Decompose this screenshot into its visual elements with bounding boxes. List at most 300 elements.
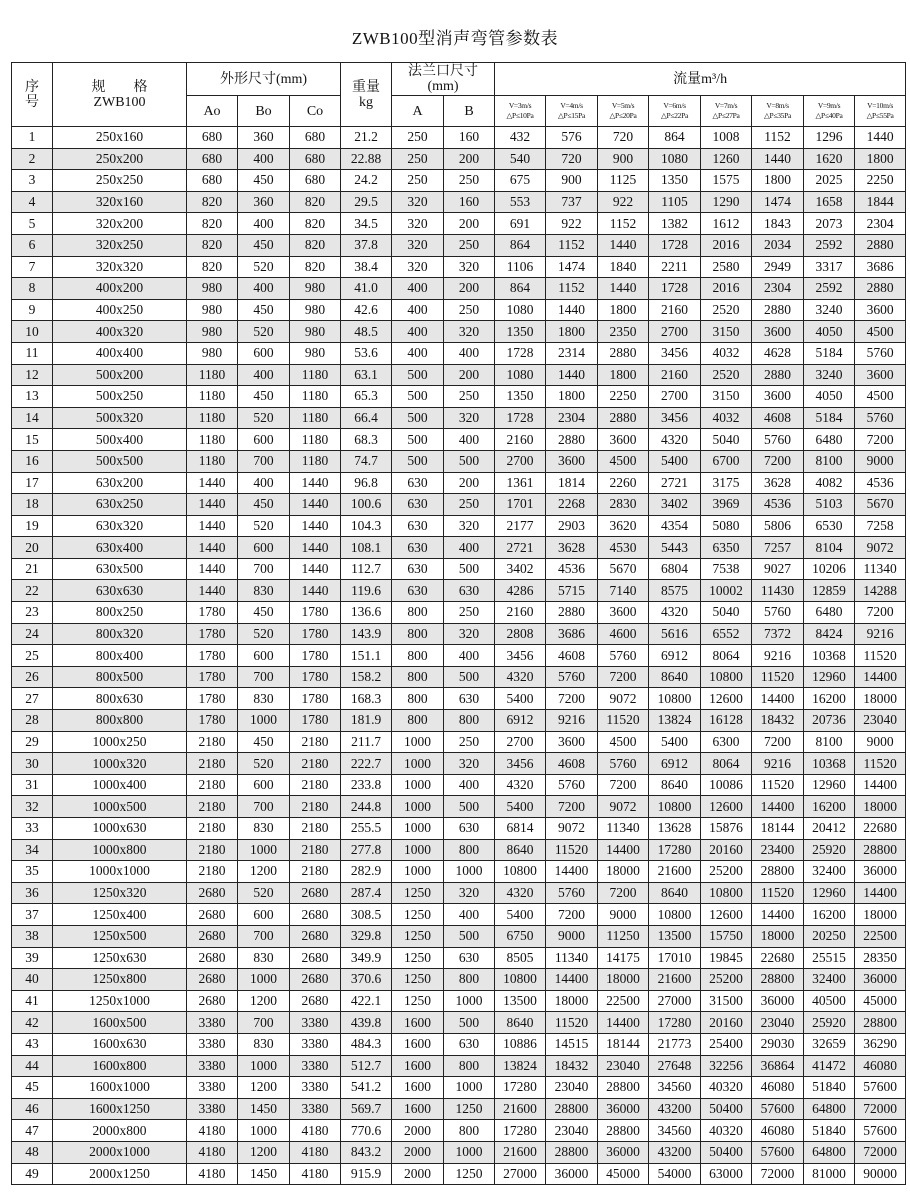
cell-weight: 158.2 — [341, 666, 392, 688]
cell-flow-10: 11520 — [855, 645, 906, 667]
cell-flow-4: 4608 — [546, 645, 598, 667]
cell-flow-5: 7200 — [598, 882, 649, 904]
cell-spec: 500x500 — [53, 450, 187, 472]
cell-co: 1180 — [290, 407, 341, 429]
header-flow-col — [752, 96, 804, 127]
cell-flow-7: 3150 — [701, 321, 752, 343]
cell-flow-10: 36000 — [855, 969, 906, 991]
cell-flow-9: 16200 — [804, 688, 855, 710]
cell-flow-3: 1361 — [495, 472, 546, 494]
cell-flow-5: 9072 — [598, 688, 649, 710]
cell-co: 980 — [290, 299, 341, 321]
table-row — [12, 774, 906, 796]
cell-index: 46 — [12, 1098, 53, 1120]
cell-a: 500 — [392, 407, 444, 429]
table-row — [12, 1055, 906, 1077]
cell-flow-3: 10886 — [495, 1033, 546, 1055]
cell-b: 800 — [444, 839, 495, 861]
cell-flow-8: 1800 — [752, 170, 804, 192]
cell-flow-4: 2304 — [546, 407, 598, 429]
cell-flow-9: 20412 — [804, 818, 855, 840]
cell-bo: 450 — [238, 731, 290, 753]
cell-b: 1250 — [444, 1098, 495, 1120]
table-row — [12, 191, 906, 213]
table-row — [12, 170, 906, 192]
table-row — [12, 472, 906, 494]
cell-flow-5: 23040 — [598, 1055, 649, 1077]
cell-flow-5: 5760 — [598, 645, 649, 667]
cell-flow-6: 1080 — [649, 148, 701, 170]
cell-weight: 329.8 — [341, 925, 392, 947]
cell-flow-3: 10800 — [495, 861, 546, 883]
cell-weight: 244.8 — [341, 796, 392, 818]
cell-flow-10: 18000 — [855, 904, 906, 926]
cell-weight: 37.8 — [341, 234, 392, 256]
table-row — [12, 1012, 906, 1034]
cell-spec: 630x320 — [53, 515, 187, 537]
cell-b: 250 — [444, 234, 495, 256]
table-row — [12, 861, 906, 883]
table-row — [12, 947, 906, 969]
cell-flow-10: 36000 — [855, 861, 906, 883]
cell-flow-9: 41472 — [804, 1055, 855, 1077]
cell-flow-4: 3686 — [546, 623, 598, 645]
cell-flow-4: 14400 — [546, 969, 598, 991]
cell-flow-5: 2350 — [598, 321, 649, 343]
cell-flow-3: 1350 — [495, 386, 546, 408]
cell-flow-6: 10800 — [649, 904, 701, 926]
table-row — [12, 1077, 906, 1099]
cell-a: 630 — [392, 558, 444, 580]
cell-flow-9: 16200 — [804, 904, 855, 926]
cell-flow-10: 7200 — [855, 602, 906, 624]
cell-co: 680 — [290, 170, 341, 192]
cell-weight: 181.9 — [341, 710, 392, 732]
cell-b: 320 — [444, 882, 495, 904]
cell-index: 35 — [12, 861, 53, 883]
cell-flow-5: 11340 — [598, 818, 649, 840]
cell-ao: 1440 — [187, 515, 238, 537]
cell-ao: 2180 — [187, 861, 238, 883]
cell-b: 400 — [444, 537, 495, 559]
cell-flow-9: 2592 — [804, 234, 855, 256]
cell-flow-9: 32400 — [804, 861, 855, 883]
cell-ao: 820 — [187, 213, 238, 235]
cell-flow-6: 2211 — [649, 256, 701, 278]
cell-flow-3: 432 — [495, 127, 546, 149]
cell-flow-10: 23040 — [855, 710, 906, 732]
cell-weight: 484.3 — [341, 1033, 392, 1055]
cell-flow-6: 27000 — [649, 990, 701, 1012]
cell-bo: 1450 — [238, 1163, 290, 1185]
cell-flow-7: 2580 — [701, 256, 752, 278]
cell-flow-4: 1440 — [546, 364, 598, 386]
cell-flow-10: 22500 — [855, 925, 906, 947]
cell-weight: 422.1 — [341, 990, 392, 1012]
cell-b: 250 — [444, 731, 495, 753]
cell-spec: 250x200 — [53, 148, 187, 170]
cell-flow-8: 9216 — [752, 645, 804, 667]
cell-flow-6: 6912 — [649, 645, 701, 667]
table-row — [12, 904, 906, 926]
cell-flow-7: 8064 — [701, 753, 752, 775]
cell-flow-5: 4600 — [598, 623, 649, 645]
table-row — [12, 234, 906, 256]
cell-spec: 250x160 — [53, 127, 187, 149]
cell-weight: 168.3 — [341, 688, 392, 710]
cell-spec: 320x250 — [53, 234, 187, 256]
cell-flow-5: 1125 — [598, 170, 649, 192]
cell-flow-10: 1440 — [855, 127, 906, 149]
cell-spec: 320x160 — [53, 191, 187, 213]
cell-co: 2180 — [290, 753, 341, 775]
cell-spec: 800x630 — [53, 688, 187, 710]
cell-flow-8: 2880 — [752, 364, 804, 386]
cell-flow-10: 1844 — [855, 191, 906, 213]
cell-flow-8: 4536 — [752, 494, 804, 516]
header-flow-pressure: △P≤35Pa — [764, 111, 792, 120]
cell-ao: 1440 — [187, 558, 238, 580]
cell-bo: 400 — [238, 213, 290, 235]
cell-a: 500 — [392, 429, 444, 451]
cell-bo: 450 — [238, 299, 290, 321]
cell-flow-8: 28800 — [752, 969, 804, 991]
cell-flow-8: 18432 — [752, 710, 804, 732]
cell-weight: 34.5 — [341, 213, 392, 235]
cell-index: 29 — [12, 731, 53, 753]
cell-bo: 1200 — [238, 1141, 290, 1163]
cell-co: 1780 — [290, 602, 341, 624]
cell-flow-3: 10800 — [495, 969, 546, 991]
cell-spec: 320x200 — [53, 213, 187, 235]
table-row — [12, 256, 906, 278]
cell-flow-4: 18000 — [546, 990, 598, 1012]
cell-a: 500 — [392, 386, 444, 408]
cell-index: 1 — [12, 127, 53, 149]
cell-weight: 66.4 — [341, 407, 392, 429]
cell-bo: 360 — [238, 127, 290, 149]
cell-index: 30 — [12, 753, 53, 775]
cell-flow-8: 36000 — [752, 990, 804, 1012]
cell-flow-4: 14400 — [546, 861, 598, 883]
cell-flow-9: 3240 — [804, 299, 855, 321]
cell-flow-6: 10800 — [649, 688, 701, 710]
cell-spec: 1000x400 — [53, 774, 187, 796]
cell-flow-9: 25515 — [804, 947, 855, 969]
cell-co: 1780 — [290, 623, 341, 645]
cell-co: 980 — [290, 278, 341, 300]
cell-weight: 222.7 — [341, 753, 392, 775]
header-flow-velocity: V=4m/s — [560, 101, 583, 110]
cell-flow-4: 5715 — [546, 580, 598, 602]
cell-index: 48 — [12, 1141, 53, 1163]
cell-weight: 569.7 — [341, 1098, 392, 1120]
header-flow-col — [546, 96, 598, 127]
cell-ao: 680 — [187, 148, 238, 170]
cell-index: 34 — [12, 839, 53, 861]
cell-b: 250 — [444, 299, 495, 321]
cell-index: 42 — [12, 1012, 53, 1034]
cell-flow-10: 4500 — [855, 386, 906, 408]
cell-spec: 1250x1000 — [53, 990, 187, 1012]
cell-flow-8: 2034 — [752, 234, 804, 256]
cell-index: 8 — [12, 278, 53, 300]
cell-flow-6: 5400 — [649, 731, 701, 753]
cell-a: 500 — [392, 364, 444, 386]
cell-index: 25 — [12, 645, 53, 667]
cell-flow-8: 5760 — [752, 429, 804, 451]
cell-a: 630 — [392, 537, 444, 559]
cell-bo: 520 — [238, 882, 290, 904]
cell-flow-10: 18000 — [855, 796, 906, 818]
cell-flow-6: 1350 — [649, 170, 701, 192]
cell-flow-8: 57600 — [752, 1141, 804, 1163]
cell-flow-3: 2160 — [495, 429, 546, 451]
cell-flow-3: 5400 — [495, 688, 546, 710]
cell-flow-8: 1152 — [752, 127, 804, 149]
cell-a: 320 — [392, 191, 444, 213]
cell-flow-8: 57600 — [752, 1098, 804, 1120]
cell-co: 1440 — [290, 580, 341, 602]
cell-spec: 800x500 — [53, 666, 187, 688]
cell-flow-6: 2700 — [649, 321, 701, 343]
cell-flow-6: 6804 — [649, 558, 701, 580]
cell-ao: 3380 — [187, 1033, 238, 1055]
cell-a: 1600 — [392, 1077, 444, 1099]
cell-flow-4: 1440 — [546, 299, 598, 321]
cell-spec: 630x400 — [53, 537, 187, 559]
cell-bo: 520 — [238, 515, 290, 537]
cell-flow-4: 9000 — [546, 925, 598, 947]
cell-co: 2180 — [290, 731, 341, 753]
cell-flow-10: 72000 — [855, 1141, 906, 1163]
header-ao: Ao — [187, 96, 238, 127]
table-row — [12, 731, 906, 753]
cell-flow-6: 864 — [649, 127, 701, 149]
cell-flow-8: 3600 — [752, 321, 804, 343]
cell-spec: 1000x800 — [53, 839, 187, 861]
cell-co: 2680 — [290, 947, 341, 969]
cell-flow-5: 3600 — [598, 429, 649, 451]
cell-flow-10: 57600 — [855, 1120, 906, 1142]
cell-co: 2680 — [290, 969, 341, 991]
cell-flow-8: 3600 — [752, 386, 804, 408]
cell-flow-6: 13500 — [649, 925, 701, 947]
header-flange: 法兰口尺寸 (mm) — [392, 63, 495, 96]
cell-bo: 1200 — [238, 861, 290, 883]
cell-weight: 136.6 — [341, 602, 392, 624]
cell-b: 320 — [444, 407, 495, 429]
cell-flow-7: 4032 — [701, 342, 752, 364]
cell-flow-6: 8640 — [649, 882, 701, 904]
cell-flow-9: 10368 — [804, 753, 855, 775]
cell-ao: 2180 — [187, 796, 238, 818]
cell-spec: 800x250 — [53, 602, 187, 624]
header-flow-velocity: V=3m/s — [508, 101, 532, 110]
cell-bo: 600 — [238, 342, 290, 364]
cell-flow-7: 6700 — [701, 450, 752, 472]
cell-co: 2180 — [290, 818, 341, 840]
cell-b: 1000 — [444, 990, 495, 1012]
cell-b: 400 — [444, 342, 495, 364]
cell-flow-7: 1290 — [701, 191, 752, 213]
cell-a: 1000 — [392, 796, 444, 818]
cell-flow-4: 28800 — [546, 1141, 598, 1163]
cell-flow-3: 2700 — [495, 450, 546, 472]
cell-a: 1000 — [392, 861, 444, 883]
cell-flow-3: 1106 — [495, 256, 546, 278]
cell-weight: 151.1 — [341, 645, 392, 667]
cell-spec: 800x320 — [53, 623, 187, 645]
cell-flow-10: 2304 — [855, 213, 906, 235]
cell-index: 27 — [12, 688, 53, 710]
table-row — [12, 450, 906, 472]
cell-weight: 29.5 — [341, 191, 392, 213]
cell-b: 400 — [444, 774, 495, 796]
cell-flow-4: 23040 — [546, 1120, 598, 1142]
cell-flow-3: 3402 — [495, 558, 546, 580]
cell-flow-4: 1800 — [546, 321, 598, 343]
cell-flow-8: 14400 — [752, 904, 804, 926]
cell-flow-6: 1728 — [649, 278, 701, 300]
cell-flow-9: 64800 — [804, 1098, 855, 1120]
cell-flow-8: 23400 — [752, 839, 804, 861]
cell-flow-4: 1474 — [546, 256, 598, 278]
cell-flow-7: 25200 — [701, 969, 752, 991]
cell-co: 2680 — [290, 882, 341, 904]
cell-b: 250 — [444, 170, 495, 192]
cell-flow-9: 16200 — [804, 796, 855, 818]
cell-flow-7: 10800 — [701, 882, 752, 904]
cell-flow-6: 1728 — [649, 234, 701, 256]
cell-bo: 520 — [238, 321, 290, 343]
cell-flow-8: 28800 — [752, 861, 804, 883]
cell-bo: 1000 — [238, 839, 290, 861]
table-row — [12, 710, 906, 732]
cell-flow-7: 5080 — [701, 515, 752, 537]
cell-b: 500 — [444, 925, 495, 947]
cell-flow-7: 12600 — [701, 904, 752, 926]
cell-bo: 520 — [238, 753, 290, 775]
cell-flow-7: 25400 — [701, 1033, 752, 1055]
cell-spec: 1000x320 — [53, 753, 187, 775]
header-flow-pressure: △P≤20Pa — [609, 111, 637, 120]
cell-a: 320 — [392, 256, 444, 278]
cell-flow-5: 2880 — [598, 407, 649, 429]
cell-a: 320 — [392, 234, 444, 256]
cell-flow-7: 5040 — [701, 602, 752, 624]
cell-flow-7: 3175 — [701, 472, 752, 494]
cell-weight: 108.1 — [341, 537, 392, 559]
cell-a: 1000 — [392, 774, 444, 796]
cell-ao: 2180 — [187, 731, 238, 753]
cell-flow-3: 4320 — [495, 666, 546, 688]
header-outer-size: 外形尺寸(mm) — [187, 63, 341, 96]
cell-flow-4: 900 — [546, 170, 598, 192]
cell-flow-7: 20160 — [701, 1012, 752, 1034]
cell-weight: 770.6 — [341, 1120, 392, 1142]
table-row — [12, 407, 906, 429]
cell-flow-4: 2314 — [546, 342, 598, 364]
cell-flow-3: 5400 — [495, 796, 546, 818]
cell-b: 800 — [444, 1120, 495, 1142]
table-row — [12, 1033, 906, 1055]
cell-a: 2000 — [392, 1120, 444, 1142]
table-row — [12, 342, 906, 364]
cell-flow-7: 3150 — [701, 386, 752, 408]
cell-b: 630 — [444, 1033, 495, 1055]
cell-a: 1600 — [392, 1012, 444, 1034]
cell-ao: 2180 — [187, 818, 238, 840]
cell-b: 500 — [444, 666, 495, 688]
cell-co: 1780 — [290, 645, 341, 667]
cell-flow-3: 6912 — [495, 710, 546, 732]
cell-a: 1600 — [392, 1055, 444, 1077]
cell-flow-10: 72000 — [855, 1098, 906, 1120]
cell-b: 630 — [444, 818, 495, 840]
cell-index: 7 — [12, 256, 53, 278]
cell-a: 630 — [392, 515, 444, 537]
cell-flow-7: 32256 — [701, 1055, 752, 1077]
cell-flow-3: 1080 — [495, 364, 546, 386]
cell-weight: 22.88 — [341, 148, 392, 170]
table-row — [12, 1141, 906, 1163]
cell-flow-9: 3240 — [804, 364, 855, 386]
cell-weight: 24.2 — [341, 170, 392, 192]
cell-flow-8: 11520 — [752, 774, 804, 796]
cell-flow-5: 3620 — [598, 515, 649, 537]
cell-index: 11 — [12, 342, 53, 364]
cell-index: 45 — [12, 1077, 53, 1099]
cell-flow-3: 4320 — [495, 774, 546, 796]
cell-flow-7: 1008 — [701, 127, 752, 149]
cell-flow-6: 3456 — [649, 342, 701, 364]
cell-flow-5: 900 — [598, 148, 649, 170]
cell-flow-3: 27000 — [495, 1163, 546, 1185]
cell-flow-9: 6480 — [804, 429, 855, 451]
cell-bo: 700 — [238, 796, 290, 818]
cell-index: 40 — [12, 969, 53, 991]
table-row — [12, 494, 906, 516]
cell-flow-6: 17280 — [649, 1012, 701, 1034]
header-flow-col — [701, 96, 752, 127]
cell-flow-9: 20250 — [804, 925, 855, 947]
cell-flow-5: 28800 — [598, 1077, 649, 1099]
cell-flow-4: 14515 — [546, 1033, 598, 1055]
cell-a: 2000 — [392, 1141, 444, 1163]
cell-spec: 400x400 — [53, 342, 187, 364]
cell-flow-3: 13500 — [495, 990, 546, 1012]
cell-flow-4: 922 — [546, 213, 598, 235]
cell-flow-7: 25200 — [701, 861, 752, 883]
cell-weight: 42.6 — [341, 299, 392, 321]
cell-b: 800 — [444, 1055, 495, 1077]
cell-index: 16 — [12, 450, 53, 472]
cell-flow-9: 81000 — [804, 1163, 855, 1185]
cell-b: 500 — [444, 450, 495, 472]
cell-flow-6: 21773 — [649, 1033, 701, 1055]
cell-flow-3: 3456 — [495, 753, 546, 775]
cell-flow-6: 4354 — [649, 515, 701, 537]
cell-ao: 2180 — [187, 753, 238, 775]
cell-a: 2000 — [392, 1163, 444, 1185]
cell-b: 200 — [444, 213, 495, 235]
cell-flow-10: 90000 — [855, 1163, 906, 1185]
cell-weight: 119.6 — [341, 580, 392, 602]
cell-flow-8: 7257 — [752, 537, 804, 559]
cell-ao: 1180 — [187, 364, 238, 386]
cell-bo: 1000 — [238, 969, 290, 991]
